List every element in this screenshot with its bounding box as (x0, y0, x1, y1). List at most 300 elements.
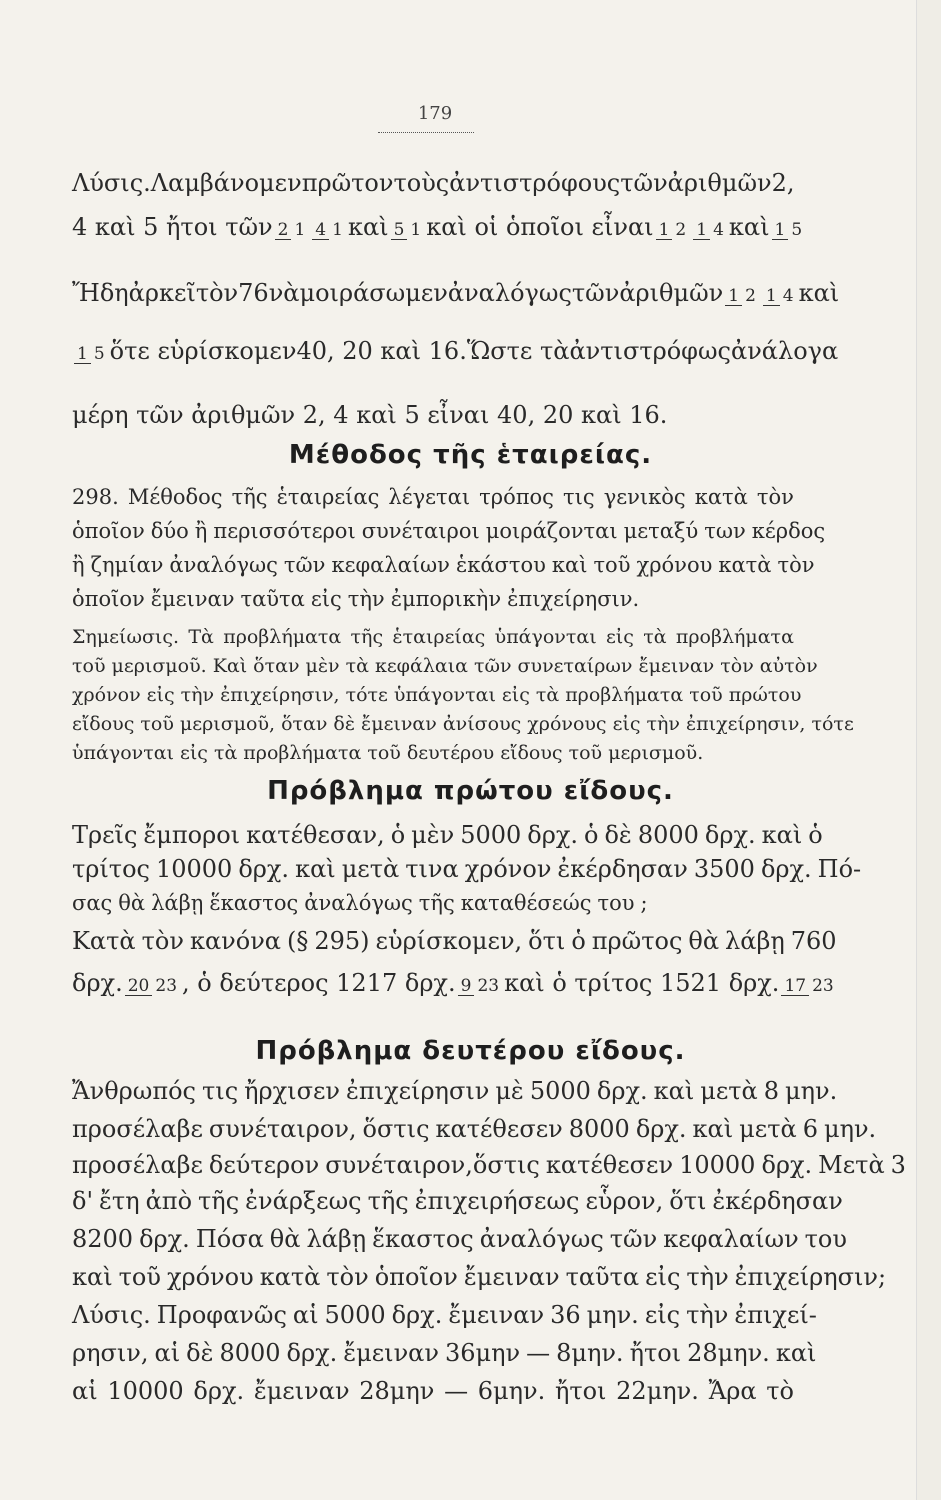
word: των (704, 519, 746, 543)
word: ἕκαστος (209, 891, 299, 915)
word: τῶν (571, 279, 620, 307)
word: 8000 (219, 1339, 281, 1367)
word: μην. (823, 1115, 877, 1143)
word: μοιράσωμεν (299, 279, 448, 307)
word: ἐνάρξεως (245, 1187, 362, 1215)
word: ; (640, 891, 648, 915)
text-line (72, 516, 826, 550)
word: 295) (314, 927, 370, 955)
word: ἀντιστρόφους (449, 169, 621, 197)
fraction: 1 2 (656, 221, 690, 240)
word: ἐπιχείρησιν (346, 1077, 490, 1105)
word: προσέλαβε (72, 1115, 203, 1143)
word: κεφαλαίων (331, 553, 450, 577)
fraction: 5 1 (391, 221, 425, 240)
fraction: 20 23 (125, 977, 180, 996)
word: ὑπάγονται (72, 742, 175, 764)
word: κατὰ (259, 1263, 321, 1291)
word: ἕκαστος (372, 1225, 474, 1253)
word: Ἤδη (72, 279, 129, 307)
word: καὶ (551, 553, 588, 577)
word: (§ (287, 927, 309, 955)
word: εὗρον, (585, 1187, 664, 1215)
word: συνέταιρον, (208, 1115, 357, 1143)
word: γενικὸς (603, 485, 686, 509)
word: ὁποῖον (374, 1263, 458, 1291)
text-run: δρχ. (72, 969, 123, 997)
word: 8000 (637, 821, 699, 849)
word: κατέθεσαν, (246, 821, 385, 849)
word: δρχ. (238, 855, 290, 883)
word: ὅτι (669, 1187, 707, 1215)
word: λάβῃ (151, 891, 204, 915)
word: ἐπιχείρησιν, (685, 713, 806, 735)
word: ἑταιρείας (392, 626, 486, 648)
word: μην. (586, 1301, 639, 1329)
word: σας (72, 891, 113, 915)
text-line (72, 926, 837, 960)
word: ἀρκεῖ (128, 279, 196, 307)
page-number-rule (378, 132, 474, 133)
word: κατέθεσεν (545, 1151, 674, 1179)
word: εἰς (645, 1263, 681, 1291)
word: ἤτοι (554, 1377, 607, 1405)
fraction: 4 1 (312, 221, 346, 240)
word: ἔμειναν (463, 1263, 560, 1291)
word: θὰ (269, 1225, 301, 1253)
text-line (72, 550, 815, 584)
word: δ' (72, 1187, 94, 1215)
word: ἔμειναν (150, 587, 235, 611)
section-heading-problem-1: Πρόβλημα πρώτου εἴδους. (267, 776, 674, 806)
word: δύο (150, 519, 189, 543)
word: 2, (771, 169, 795, 197)
word: προσέλαβε (72, 1151, 203, 1179)
word: δρχ. (761, 1151, 813, 1179)
word: τοῦ (118, 1263, 161, 1291)
word: κατὰ (718, 553, 772, 577)
word: τὰ (535, 684, 560, 706)
word: χρόνον (464, 855, 552, 883)
word: κανόνα (189, 927, 281, 955)
word: μετὰ (700, 1077, 758, 1105)
word: αὐτὸν (759, 655, 818, 677)
word: ἔμποροι (143, 821, 241, 849)
word: αἱ (154, 1339, 181, 1367)
word: εἰς (180, 742, 208, 764)
word: ἀπὸ (145, 1187, 193, 1215)
fraction: 17 23 (781, 977, 836, 996)
word: καταθέσεώς (460, 891, 592, 915)
word: 5000 (529, 1077, 591, 1105)
text-line (72, 1114, 877, 1148)
word: Μετὰ (818, 1151, 885, 1179)
word: ἀνάλογα (731, 337, 839, 365)
word: τις (563, 485, 595, 509)
word: ἔμειναν (448, 1301, 545, 1329)
word: προβλήματα (243, 742, 362, 764)
word: Τρεῖς (72, 821, 138, 849)
word: καὶ (692, 1115, 734, 1143)
word: 8200 (72, 1225, 134, 1253)
word: δευτέρου (406, 742, 495, 764)
word: ρησιν, (72, 1339, 149, 1367)
word: εἰς (605, 626, 634, 648)
word: του (597, 891, 635, 915)
word: δρχ. (704, 821, 756, 849)
word: εἰς (146, 684, 175, 706)
word: ὁποῖον (72, 587, 145, 611)
note-line (72, 711, 854, 739)
word: τῶν (620, 169, 668, 197)
word: μην. (785, 1077, 838, 1105)
word: μὲν (411, 821, 455, 849)
word: τὰ (213, 742, 238, 764)
word: ἀναλόγως (304, 891, 413, 915)
word: ἔμειναν (361, 713, 437, 735)
word: ὅταν (253, 655, 300, 677)
word: κατὰ (694, 485, 748, 509)
word: ἔμειναν (343, 1339, 439, 1367)
word: τὸ (766, 1377, 794, 1405)
word: — (526, 1339, 551, 1367)
word: ἐπιχείρησιν; (734, 1263, 887, 1291)
word: 298. (72, 485, 119, 509)
word: ταῦτα (240, 587, 305, 611)
word: νὰ (268, 279, 300, 307)
word: τῆς (231, 485, 268, 509)
word: 22μην. (616, 1377, 699, 1405)
word: δρχ. (635, 1115, 687, 1143)
text-line (72, 1224, 847, 1258)
word: 3500 (693, 855, 755, 883)
word: δρχ. (527, 821, 579, 849)
word: καὶ (72, 1263, 113, 1291)
word: ἤτοι (629, 1339, 682, 1367)
word: κέρδος (751, 519, 826, 543)
word: μερισμοῦ. (111, 655, 207, 677)
word: προβλήματα (675, 626, 794, 648)
word: τῆς (350, 626, 384, 648)
word: καὶ (775, 1339, 817, 1367)
word: 8μην. (556, 1339, 624, 1367)
text-line (72, 1076, 838, 1110)
word: τρόπος (479, 485, 554, 509)
word: τὴν (347, 587, 385, 611)
word: καὶ (728, 213, 770, 241)
word: ἐπιχείρησιν, (220, 684, 340, 706)
word: 5000 (460, 821, 522, 849)
word: λάβῃ (725, 927, 785, 955)
section-heading-problem-2: Πρόβλημα δευτέρου εἴδους. (255, 1036, 686, 1066)
word: δρχ. (391, 1301, 443, 1329)
note-line (72, 740, 794, 768)
word: καὶ (347, 213, 389, 241)
word: μερισμοῦ, (179, 713, 276, 735)
word: Πό- (817, 855, 862, 883)
word: τις (202, 1077, 239, 1105)
answer-line (72, 968, 834, 1016)
word: 28μην (359, 1377, 435, 1405)
word: τῆς (418, 891, 455, 915)
text-run: 4 καὶ 5 ἤτοι τῶν (72, 213, 273, 241)
word: τότε (345, 684, 388, 706)
word: τῶν (473, 655, 512, 677)
word: 760 (790, 927, 837, 955)
word: πρώτου (728, 684, 802, 706)
word: δὲ (604, 821, 632, 849)
text-line (72, 888, 794, 922)
word: τὸν (195, 279, 239, 307)
word: Ἄρα (708, 1377, 757, 1405)
word: ταῦτα (565, 1263, 640, 1291)
word: πρῶτος (591, 927, 683, 955)
word: ὑπάγονται (494, 626, 597, 648)
word: ἑκάστου (455, 553, 546, 577)
word: ὁποῖον (72, 519, 145, 543)
word: ἐπιχειρήσεως (414, 1187, 580, 1215)
word: ἐμπορικὴν (390, 587, 502, 611)
word: συνέταιροι (361, 519, 480, 543)
word: τῶν (609, 1225, 658, 1253)
word: ζημίαν (90, 553, 164, 577)
word: μὲν (305, 655, 340, 677)
word: μετὰ (341, 855, 400, 883)
word: τινα (405, 855, 459, 883)
text-run: καὶ ὁ τρίτος 1521 δρχ. (504, 969, 780, 997)
word: ἢ (72, 553, 85, 577)
word: τὴν (686, 1263, 729, 1291)
page-edge-shadow (916, 0, 941, 1500)
word: τοὺς (393, 169, 450, 197)
word: 5000 (324, 1301, 386, 1329)
word: κατέθεσεν (435, 1115, 563, 1143)
word: ἐπιχείρησιν. (507, 587, 640, 611)
text-line (72, 1150, 906, 1184)
text-line (72, 400, 794, 434)
word: Καὶ (212, 655, 248, 677)
text-run: Ὥστε τὰ (466, 337, 570, 365)
text-line (72, 278, 840, 322)
text-line (72, 1338, 817, 1372)
word: λέγεται (388, 485, 471, 509)
page-number: 179 (417, 103, 453, 124)
word: τότε (811, 713, 854, 735)
word: τὴν (686, 1301, 729, 1329)
word: Σημείωσις. (72, 626, 180, 648)
word: τοῦ (72, 655, 106, 677)
word: Λύσις. (72, 1301, 151, 1329)
word: μεταξύ (623, 519, 699, 543)
word: ἀναλόγως (447, 279, 572, 307)
word: 3 (890, 1151, 906, 1179)
word: τὰ (345, 655, 369, 677)
word: δρχ. (596, 1077, 648, 1105)
word: Ἄνθρωπός (72, 1077, 196, 1105)
word: αἱ (72, 1377, 98, 1405)
word: 36μην (444, 1339, 521, 1367)
word: ὅστις (362, 1115, 430, 1143)
text-line (72, 820, 823, 854)
word: ἑταιρείας (276, 485, 380, 509)
word: ὑπάγονται (393, 684, 496, 706)
word: 10000 (155, 855, 233, 883)
word: ὁ (808, 821, 823, 849)
word: ἀντιστρόφως (569, 337, 731, 365)
word: ἐκέρδησαν (712, 1187, 843, 1215)
word: καὶ (295, 855, 336, 883)
word: θὰ (118, 891, 146, 915)
text-run: μέρη τῶν ἀριθμῶν 2, 4 καὶ 5 εἶναι 40, 20 καὶ 16. (72, 401, 668, 429)
note-line (72, 682, 802, 710)
word: καὶ (761, 821, 803, 849)
word: εἰς (644, 1301, 681, 1329)
word: 28μην. (687, 1339, 770, 1367)
word: 8 (763, 1077, 780, 1105)
word: τὸν (326, 1263, 369, 1291)
word: ἀριθμῶν (667, 169, 772, 197)
word: τοῦ (689, 684, 723, 706)
word: τοῦ (568, 742, 603, 764)
word: ὅτι (528, 927, 566, 955)
word: Πόσα (195, 1225, 264, 1253)
word: μετὰ (739, 1115, 797, 1143)
fraction: 1 5 (74, 345, 108, 364)
word: καὶ (798, 279, 840, 307)
fraction: 9 23 (458, 977, 502, 996)
text-line (72, 854, 862, 888)
fraction: 1 5 (772, 221, 806, 240)
word: μὲ (495, 1077, 524, 1105)
fraction: 1 2 (725, 287, 759, 306)
word: ἀναλόγως (479, 1225, 604, 1253)
fraction: 2 1 (275, 221, 309, 240)
word: ἢ (194, 519, 208, 543)
text-line (72, 482, 794, 516)
word: ὁ (390, 821, 406, 849)
word: λάβῃ (306, 1225, 367, 1253)
word: Μέθοδος (127, 485, 223, 509)
word: προβλήματα (223, 626, 342, 648)
text-run: καὶ οἱ ὁποῖοι εἶναι (426, 213, 654, 241)
word: 6μην. (477, 1377, 546, 1405)
text-line (72, 168, 794, 202)
word: ἔμειναν (253, 1377, 350, 1405)
word: εὑρίσκομεν, (375, 927, 523, 955)
fraction: 1 4 (763, 287, 797, 306)
word: ἀνίσους (442, 713, 522, 735)
word: μοιράζονται (485, 519, 618, 543)
word: τοῦ (593, 553, 631, 577)
text-run: ὅτε εὑρίσκομεν (109, 337, 297, 365)
word: τῶν (283, 553, 326, 577)
word: 76 (238, 279, 269, 307)
word: δρχ. (286, 1339, 338, 1367)
word: περισσότεροι (213, 519, 356, 543)
word: τοῦ (140, 713, 174, 735)
word: Λαμβάνομεν (150, 169, 302, 197)
word: ἐκέρδησαν (557, 855, 688, 883)
word: χρόνους (527, 713, 607, 735)
word: τῆς (198, 1187, 240, 1215)
word: τοῦ (367, 742, 401, 764)
word: ὁ (584, 821, 599, 849)
word: αἱ (292, 1301, 319, 1329)
note-line (72, 624, 794, 652)
text-run: , ὁ δεύτερος 1217 δρχ. (182, 969, 456, 997)
word: Προφανῶς (156, 1301, 287, 1329)
word: Κατὰ (72, 927, 136, 955)
word: συνεταίρων (517, 655, 633, 677)
text-line (72, 584, 794, 618)
word: τὸν (141, 927, 184, 955)
text-line (72, 1186, 843, 1220)
text-line (72, 336, 839, 380)
word: τῆς (367, 1187, 409, 1215)
word: τὴν (180, 684, 215, 706)
word: θὰ (688, 927, 720, 955)
word: τὸν (756, 485, 794, 509)
word: εἰς (310, 587, 342, 611)
word: χρόνου (636, 553, 713, 577)
word: δεύτερον (208, 1151, 320, 1179)
word: πρῶτον (301, 169, 394, 197)
text-line (72, 212, 803, 256)
word: ὅταν (281, 713, 328, 735)
word: κεφαλαίων (663, 1225, 799, 1253)
word: προβλήματα (565, 684, 684, 706)
section-heading-method: Μέθοδος τῆς ἑταιρείας. (288, 440, 653, 470)
word: δρχ. (760, 855, 812, 883)
word: τρίτος (72, 855, 150, 883)
word: ὁ (571, 927, 586, 955)
word: τὸν (720, 655, 754, 677)
word: εἴδους (72, 713, 135, 735)
word: ἔμειναν (638, 655, 715, 677)
word: 8000 (568, 1115, 630, 1143)
word: — (444, 1377, 469, 1405)
word: συνέταιρον,ὅστις (325, 1151, 540, 1179)
word: εἴδους (500, 742, 563, 764)
word: Τὰ (188, 626, 214, 648)
word: 36 (550, 1301, 581, 1329)
word: ἀριθμῶν (619, 279, 724, 307)
word: 10000 (679, 1151, 756, 1179)
word: χρόνον (72, 684, 141, 706)
word: δρχ. (193, 1377, 245, 1405)
word: δρχ. (139, 1225, 190, 1253)
fraction: 1 4 (693, 221, 727, 240)
word: δὲ (333, 713, 356, 735)
note-line (72, 653, 818, 681)
word: καὶ (653, 1077, 695, 1105)
text-line (72, 1300, 817, 1334)
word: ἐπιχεί- (734, 1301, 817, 1329)
word: Λύσις. (72, 169, 151, 197)
word: του (804, 1225, 847, 1253)
word: 6 (802, 1115, 818, 1143)
word: μερισμοῦ. (608, 742, 704, 764)
word: εἰς (612, 713, 641, 735)
word: ἤρχισεν (244, 1077, 340, 1105)
word: ἔτη (99, 1187, 140, 1215)
word: κεφάλαια (374, 655, 468, 677)
word: τὴν (646, 713, 680, 735)
text-line (72, 1376, 794, 1410)
word: δὲ (186, 1339, 214, 1367)
text-line (72, 1262, 887, 1296)
word: 10000 (107, 1377, 184, 1405)
